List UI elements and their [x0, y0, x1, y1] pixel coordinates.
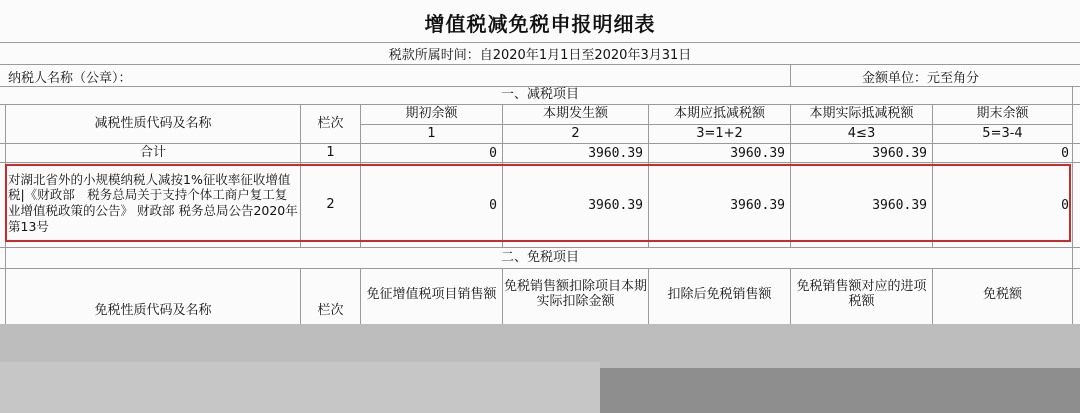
column-header-row-number: 栏次 [317, 115, 344, 131]
column-index: 1 [427, 125, 436, 141]
redaction-overlay [0, 362, 600, 413]
item-closing-balance: 0 [1061, 198, 1069, 213]
column-header-exempt-sales: 免征增值税项目销售额 [366, 286, 497, 302]
amount-unit-label: 金额单位：元至角分 [862, 71, 980, 86]
item-row-number: 2 [326, 196, 335, 212]
reduction-item-description: 对湖北省外的小规模纳税人减按1%征收率征收增值税|《财政部 税务总局关于支持个体工商户复工复业增值税政策的公告》 财政部 税务总局公告2020年第13号 [8, 171, 298, 234]
item-current-amount: 3960.39 [588, 198, 643, 213]
total-current-amount: 3960.39 [588, 146, 643, 161]
item-actual-deducted-tax: 3960.39 [872, 198, 927, 213]
page-title: 增值税减免税申报明细表 [424, 12, 656, 36]
grid-line [0, 162, 1080, 163]
taxpayer-name-label: 纳税人名称（公章）： [8, 71, 132, 86]
column-index: 2 [571, 125, 580, 141]
column-header-reduction-code: 减税性质代码及名称 [94, 115, 212, 131]
column-header-row-number-2: 栏次 [317, 302, 344, 318]
total-row-label: 合计 [139, 144, 166, 160]
total-row-number: 1 [326, 144, 335, 160]
column-header-opening-balance: 期初余额 [405, 106, 458, 122]
item-deductible-tax: 3960.39 [730, 198, 785, 213]
grid-line [1072, 86, 1073, 324]
highlight-box [5, 164, 1071, 242]
grid-line [0, 42, 1080, 43]
tax-period: 税款所属时间：自2020年1月1日至2020年3月31日 [388, 48, 692, 63]
total-closing-balance: 0 [1061, 146, 1069, 161]
column-header-exempt-tax: 免税额 [982, 286, 1022, 302]
section-title-tax-exemption: 二、免税项目 [500, 249, 579, 265]
total-deductible-tax: 3960.39 [730, 146, 785, 161]
column-header-current-amount: 本期发生额 [542, 106, 608, 122]
total-actual-deducted-tax: 3960.39 [872, 146, 927, 161]
column-header-exemption-code: 免税性质代码及名称 [94, 302, 212, 318]
column-header-input-tax: 免税销售额对应的进项税额 [796, 279, 927, 309]
grid-line [790, 64, 791, 86]
column-index: 4≤3 [847, 125, 876, 141]
item-opening-balance: 0 [489, 198, 497, 213]
column-header-actual-deducted-tax: 本期实际抵减税额 [809, 106, 914, 122]
column-header-net-exempt-sales: 扣除后免税销售额 [667, 286, 772, 302]
column-header-deduction-amount: 免税销售额扣除项目本期实际扣除金额 [503, 279, 647, 309]
column-header-closing-balance: 期末余额 [976, 106, 1029, 122]
section-title-tax-reduction: 一、减税项目 [500, 86, 579, 102]
column-index: 5=3-4 [982, 125, 1023, 141]
total-opening-balance: 0 [489, 146, 497, 161]
column-index: 3=1+2 [696, 125, 743, 141]
grid-line [0, 64, 1080, 65]
column-header-deductible-tax: 本期应抵减税额 [673, 106, 765, 122]
grid-line [0, 268, 1080, 269]
